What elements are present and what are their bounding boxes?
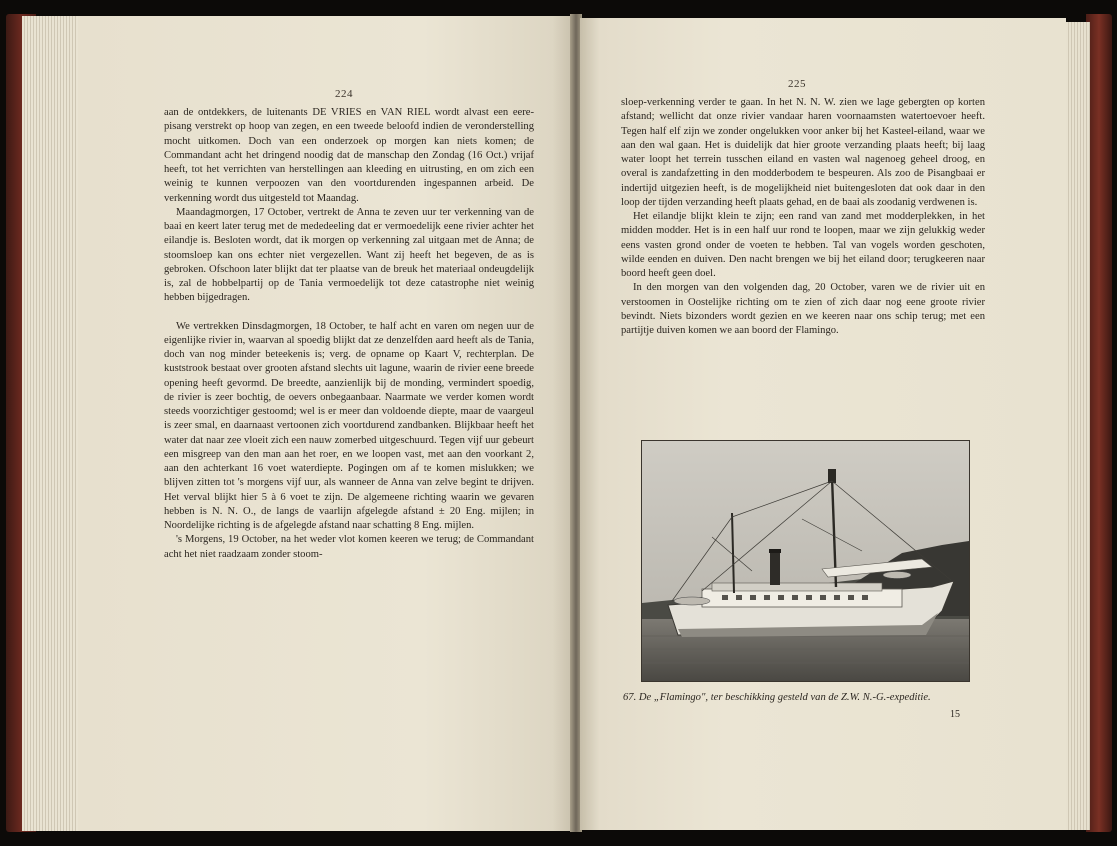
page-edges-left [22,16,82,831]
page-edges-right [1062,22,1090,830]
right-paragraph-1: sloep-verkenning verder te gaan. In het N. N. W. zien we lage gebergten op korten afstand; wellicht dat onze rivier vandaar haren voornaamsten watertoevoer heeft. Tegen half elf zijn we zonder ongelukken voor anker bij het Kasteel-eiland, waar we aan den wal gaan. Het is duidelijk dat hier groote verzanding plaats heeft; bij laag water loopt het terrein tusschen eiland en vasten wal nagenoeg geheel droog, en overal is zandafzetting in den modderbodem te bespeuren. Als zoo de Pisangbaai er indertijd uitgezien heeft, is de mogelijkheid niet buitengesloten dat ook daar in den loop der tijden verzanding heeft plaats gehad, en de baai als zoodanig verdwenen is. [621,97,985,208]
signature-mark: 15 [950,709,960,720]
right-page-number: 225 [788,78,806,90]
left-paragraph-1: aan de ontdekkers, de luitenants DE VRIES en VAN RIEL wordt alvast een eere-pisang verstrekt op hoop van zegen, en een tweede beloofd indien de veronderstelling mocht uitkomen. Doch van een onderzoek op morgen kan niets komen; de Commandant acht het dringend noodig dat de manschap den Zondag (16 Oct.) vrijaf heeft, tot het verrichten van herstellingen aan kleeding en uitrusting, en om zich een weinig te kunnen verpoozen van den voortdurenden ingespannen arbeid. De verkenning wordt dus uitgesteld tot Maandag. [164,107,534,204]
left-paragraph-2: Maandagmorgen, 17 October, vertrekt de Anna te zeven uur ter verkenning van de baai en keert later terug met de mededeeling dat er vermoedelijk eene rivier achter het eilandje is. Besloten wordt, dat ik morgen op verkenning zal uitgaan met de Anna; de stoomsloep kan ons echter niet vergezellen. Want zij heeft het begeven, de as is gebroken. Ofschoon later blijkt dat ter plaatse van de breuk het materiaal ondeugdelijk is, zal de hobbelpartij op de Tania vermoedelijk tot deze catastrophe niet weinig hebben bijgedragen. [164,206,534,304]
left-paragraph-4: 's Morgens, 19 October, na het weder vlot komen keeren we terug; de Commandant acht het niet raadzaam zonder stoom- [164,534,534,560]
ship-photograph [641,440,970,682]
figure-caption: 67. De „Flamingo", ter beschikking gesteld van de Z.W. N.-G.-expeditie. [623,692,931,703]
left-page-text [164,106,534,562]
left-paragraph-3: We vertrekken Dinsdagmorgen, 18 October, te half acht en varen om negen uur de eigenlijke rivier in, waarvan al spoedig blijkt dat ze denzelfden aard heeft als de Tania, doch van nog minder beteekenis is; verg. de opname op Kaart V, rechterplan. De kuststrook bestaat over grooten afstand slechts uit lagune, waarin de rivier eene breede opening heeft gevormd. De breedte, aanzienlijk bij de monding, vermindert spoedig, de rivier is zeer bochtig, de oevers onbegaanbaar. Naarmate we verder komen wordt steeds voorzichtiger gestoomd; wel is er meer dan voldoende diepte, maar de vaargeul is zeer smal, en daarnaast vertoonen zich voortdurend zandbanken. Blijkbaar heeft het water dat naar zee vloeit zich een nauw zomerbed uitgeschuurd. Tegen vijf uur gebeurt een misgreep van den man aan het roer, en we loopen vast, met aan den voorkant 2, aan den achterkant 16 voet waterdiepte. Pogingen om af te komen mislukken; we blijven zitten tot 's morgens vijf uur, als wanneer de Anna van zelve begint te drijven. Het verval blijkt hier 5 à 6 voet te zijn. De algemeene richting waarin we gevaren hebben is N. N. O., de langs de vaarlijn afgelegde afstand ± 20 Eng. mijlen; in Noordelijke richting is de afgelegde afstand naar schatting 8 Eng. mijlen. [164,320,534,531]
ship-funnel [770,551,780,585]
ship-illustration [642,441,969,681]
right-paragraph-2: Het eilandje blijkt klein te zijn; een rand van zand met modderplekken, in het midden modder. Het is in een half uur rond te loopen, maar we zijn gelukkig weder eens vasten grond onder de voeten te hebben. Tal van vogels worden geschoten, wilde eenden en duiven. Den nacht brengen we bij het eiland door; terugkeeren naar boord heeft geen doel. [621,211,985,279]
left-page-number: 224 [335,88,353,100]
right-page-text [621,96,985,338]
right-paragraph-3: In den morgen van den volgenden dag, 20 October, varen we de rivier uit en verstoomen in Oostelijke richting om te zien of zich daar nog eene groote rivier bevindt. Niets bizonders wordt gezien en we keeren naar ons schip terug; met een partijtje duiven komen we aan boord der Flamingo. [621,282,985,336]
